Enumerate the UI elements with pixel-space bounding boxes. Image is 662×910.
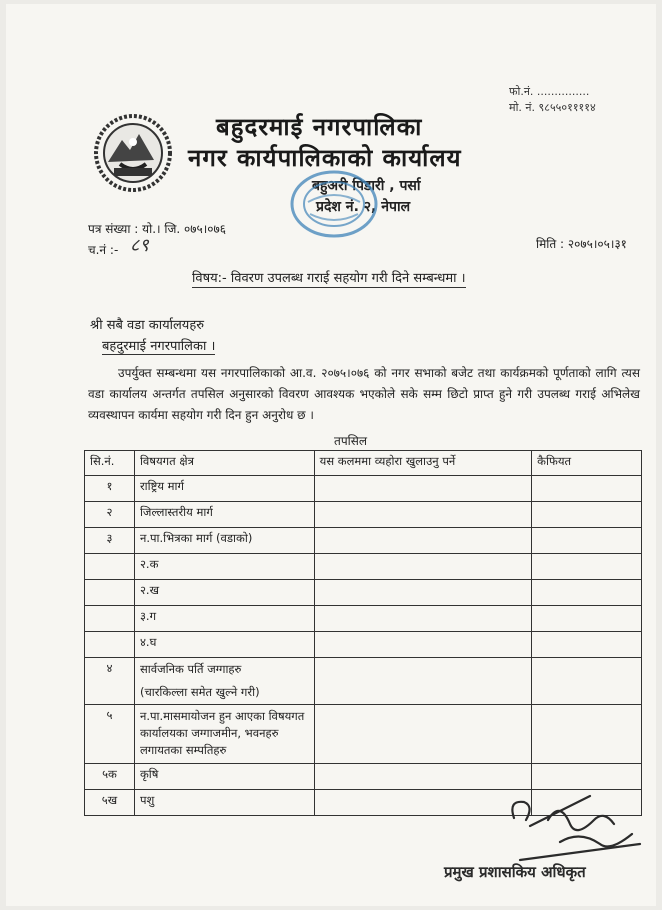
row-details — [314, 554, 531, 580]
row-details — [314, 606, 531, 632]
row-area: २.क — [134, 554, 314, 580]
table-row — [85, 554, 642, 580]
row-area — [134, 658, 314, 705]
row-serial — [85, 606, 135, 632]
row-area: ३.ग — [134, 606, 314, 632]
row-serial — [85, 580, 135, 606]
office-title-line1: बहुदरमाई नगरपालिका — [216, 113, 423, 141]
row-area-line2: (चारकिल्ला समेत खुल्ने गरी) — [139, 685, 260, 699]
recipient-line1: श्री सबै वडा कार्यालयहरु — [90, 318, 205, 333]
row-details — [314, 658, 531, 705]
row-area-line1: सार्वजनिक पर्ति जग्गाहरु — [139, 662, 242, 676]
row-remarks — [532, 705, 642, 764]
details-table — [84, 450, 642, 816]
row-area: ४.घ — [134, 632, 314, 658]
row-area: न.पा.भित्रका मार्ग (वडाको) — [134, 528, 314, 554]
row-area: न.पा.मासमायोजन हुन आएका विषयगत कार्यालयका जग्गाजमीन, भवनहरु लगायतका सम्पतिहरु — [134, 705, 314, 764]
table-row — [85, 476, 642, 502]
letter-body: उपर्युक्त सम्बन्धमा यस नगरपालिकाको आ.व. २०७५।०७६ को नगर सभाको बजेट तथा कार्यक्रमको पूर्णताको लागि त्यस वडा कार्यालय अन्तर्गत तपसिल अनुसारको विवरण आवश्यक भएकोले सके सम्म छिटो प्राप्त हुने गरी उपलब्ध गराई अभिलेख व्यवस्थापन कार्यमा सहयोग गरी दिन हुन अनुरोध छ । — [88, 366, 640, 422]
row-serial: ३ — [85, 528, 135, 554]
table-title: तपसिल — [334, 434, 368, 448]
row-remarks — [532, 528, 642, 554]
header-area: विषयगत क्षेत्र — [134, 451, 314, 476]
row-area: राष्ट्रिय मार्ग — [134, 476, 314, 502]
row-remarks — [532, 764, 642, 790]
table-row — [85, 606, 642, 632]
row-details — [314, 764, 531, 790]
row-details — [314, 705, 531, 764]
table-row — [85, 658, 642, 705]
row-remarks — [532, 476, 642, 502]
recipient-line2: बहदुरमाई नगरपालिका । — [102, 336, 215, 355]
row-area: जिल्लास्तरीय मार्ग — [134, 502, 314, 528]
office-title-line2: नगर कार्यपालिकाको कार्यालय — [188, 144, 462, 172]
table-row — [85, 764, 642, 790]
row-serial: ५ख — [85, 790, 135, 816]
row-details — [314, 502, 531, 528]
office-address-line1: बहुअरी पिडारी , पर्सा — [312, 178, 421, 194]
office-address-line2: प्रदेश नं. २, नेपाल — [316, 199, 411, 215]
row-area: २.ख — [134, 580, 314, 606]
letter-date: मिति : २०७५।०५।३१ — [536, 237, 627, 251]
dispatch-number-handwritten: ८९ — [130, 235, 149, 256]
row-details — [314, 632, 531, 658]
row-remarks — [532, 502, 642, 528]
signatory-title: प्रमुख प्रशासकिय अधिकृत — [444, 863, 586, 881]
row-details — [314, 580, 531, 606]
row-remarks — [532, 606, 642, 632]
header-remarks: कैफियत — [532, 451, 642, 476]
row-serial: २ — [85, 502, 135, 528]
row-serial: ४ — [85, 658, 135, 705]
row-remarks — [532, 658, 642, 705]
table-row — [85, 580, 642, 606]
reference-number: पत्र संख्या : यो.। जि. ०७५।०७६ — [88, 222, 227, 236]
table-row — [85, 528, 642, 554]
mobile-label: मो. नं. ९८५५०११११४ — [509, 101, 596, 114]
header-details: यस कलममा व्यहोरा खुलाउनु पर्ने — [314, 451, 531, 476]
office-stamp — [288, 168, 380, 240]
row-serial: १ — [85, 476, 135, 502]
table-row — [85, 705, 642, 764]
row-serial: ५ — [85, 705, 135, 764]
row-details — [314, 528, 531, 554]
contact-info — [509, 84, 596, 116]
row-serial — [85, 554, 135, 580]
row-area: कृषि — [134, 764, 314, 790]
nepal-emblem-logo — [92, 112, 174, 194]
row-area: पशु — [134, 790, 314, 816]
row-remarks — [532, 580, 642, 606]
row-remarks — [532, 632, 642, 658]
row-serial: ५क — [85, 764, 135, 790]
phone-label: फो.नं. ............... — [509, 85, 590, 98]
row-serial — [85, 632, 135, 658]
table-header-row — [85, 451, 642, 476]
table-row — [85, 632, 642, 658]
table-row — [85, 502, 642, 528]
header-serial: सि.नं. — [85, 451, 135, 476]
row-details — [314, 476, 531, 502]
row-remarks — [532, 554, 642, 580]
letter-subject: विषय:- विवरण उपलब्ध गराई सहयोग गरी दिने सम्बन्धमा । — [192, 268, 466, 288]
dispatch-number-label: च.नं :- — [88, 243, 119, 257]
